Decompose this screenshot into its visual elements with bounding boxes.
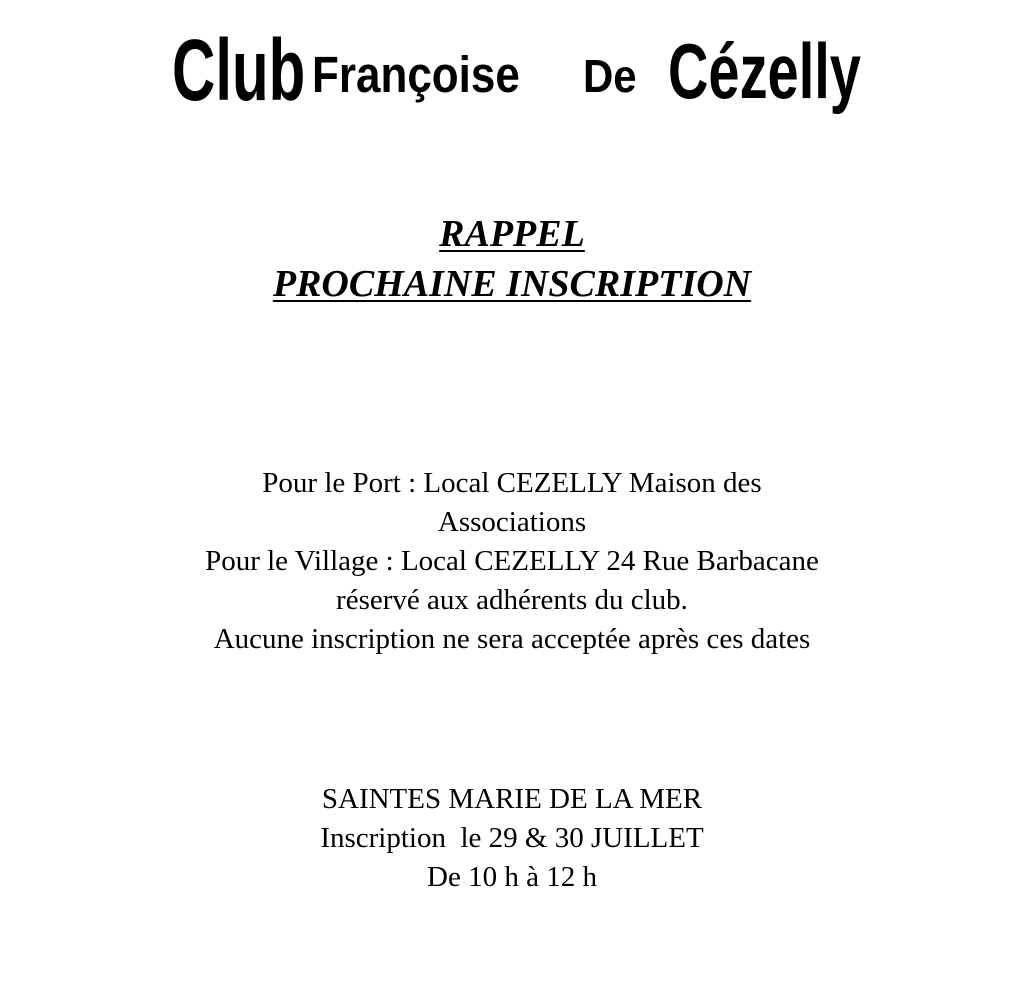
heading-rappel: RAPPEL <box>439 213 585 255</box>
info-line-village: Pour le Village : Local CEZELLY 24 Rue Barbacane <box>205 545 819 577</box>
heading-prochaine-inscription: PROCHAINE INSCRIPTION <box>272 263 752 305</box>
club-title <box>0 8 1024 118</box>
info-line-associations: Associations <box>437 506 587 538</box>
info-line-port: Pour le Port : Local CEZELLY Maison des <box>262 467 762 499</box>
event-block <box>0 780 1024 897</box>
club-title-word-club: Club <box>172 20 306 118</box>
info-line-members: réservé aux adhérents du club. <box>336 584 688 616</box>
info-paragraph <box>0 464 1024 659</box>
club-title-word-de: De <box>583 51 637 103</box>
info-line-deadline: Aucune inscription ne sera acceptée après ces dates <box>213 623 811 655</box>
event-dates: Inscription le 29 & 30 JUILLET <box>320 822 704 854</box>
club-title-word-cezelly: Cézelly <box>668 27 861 116</box>
club-title-word-francoise: Françoise <box>312 47 520 104</box>
event-location: SAINTES MARIE DE LA MER <box>321 783 703 815</box>
event-hours: De 10 h à 12 h <box>427 861 597 893</box>
